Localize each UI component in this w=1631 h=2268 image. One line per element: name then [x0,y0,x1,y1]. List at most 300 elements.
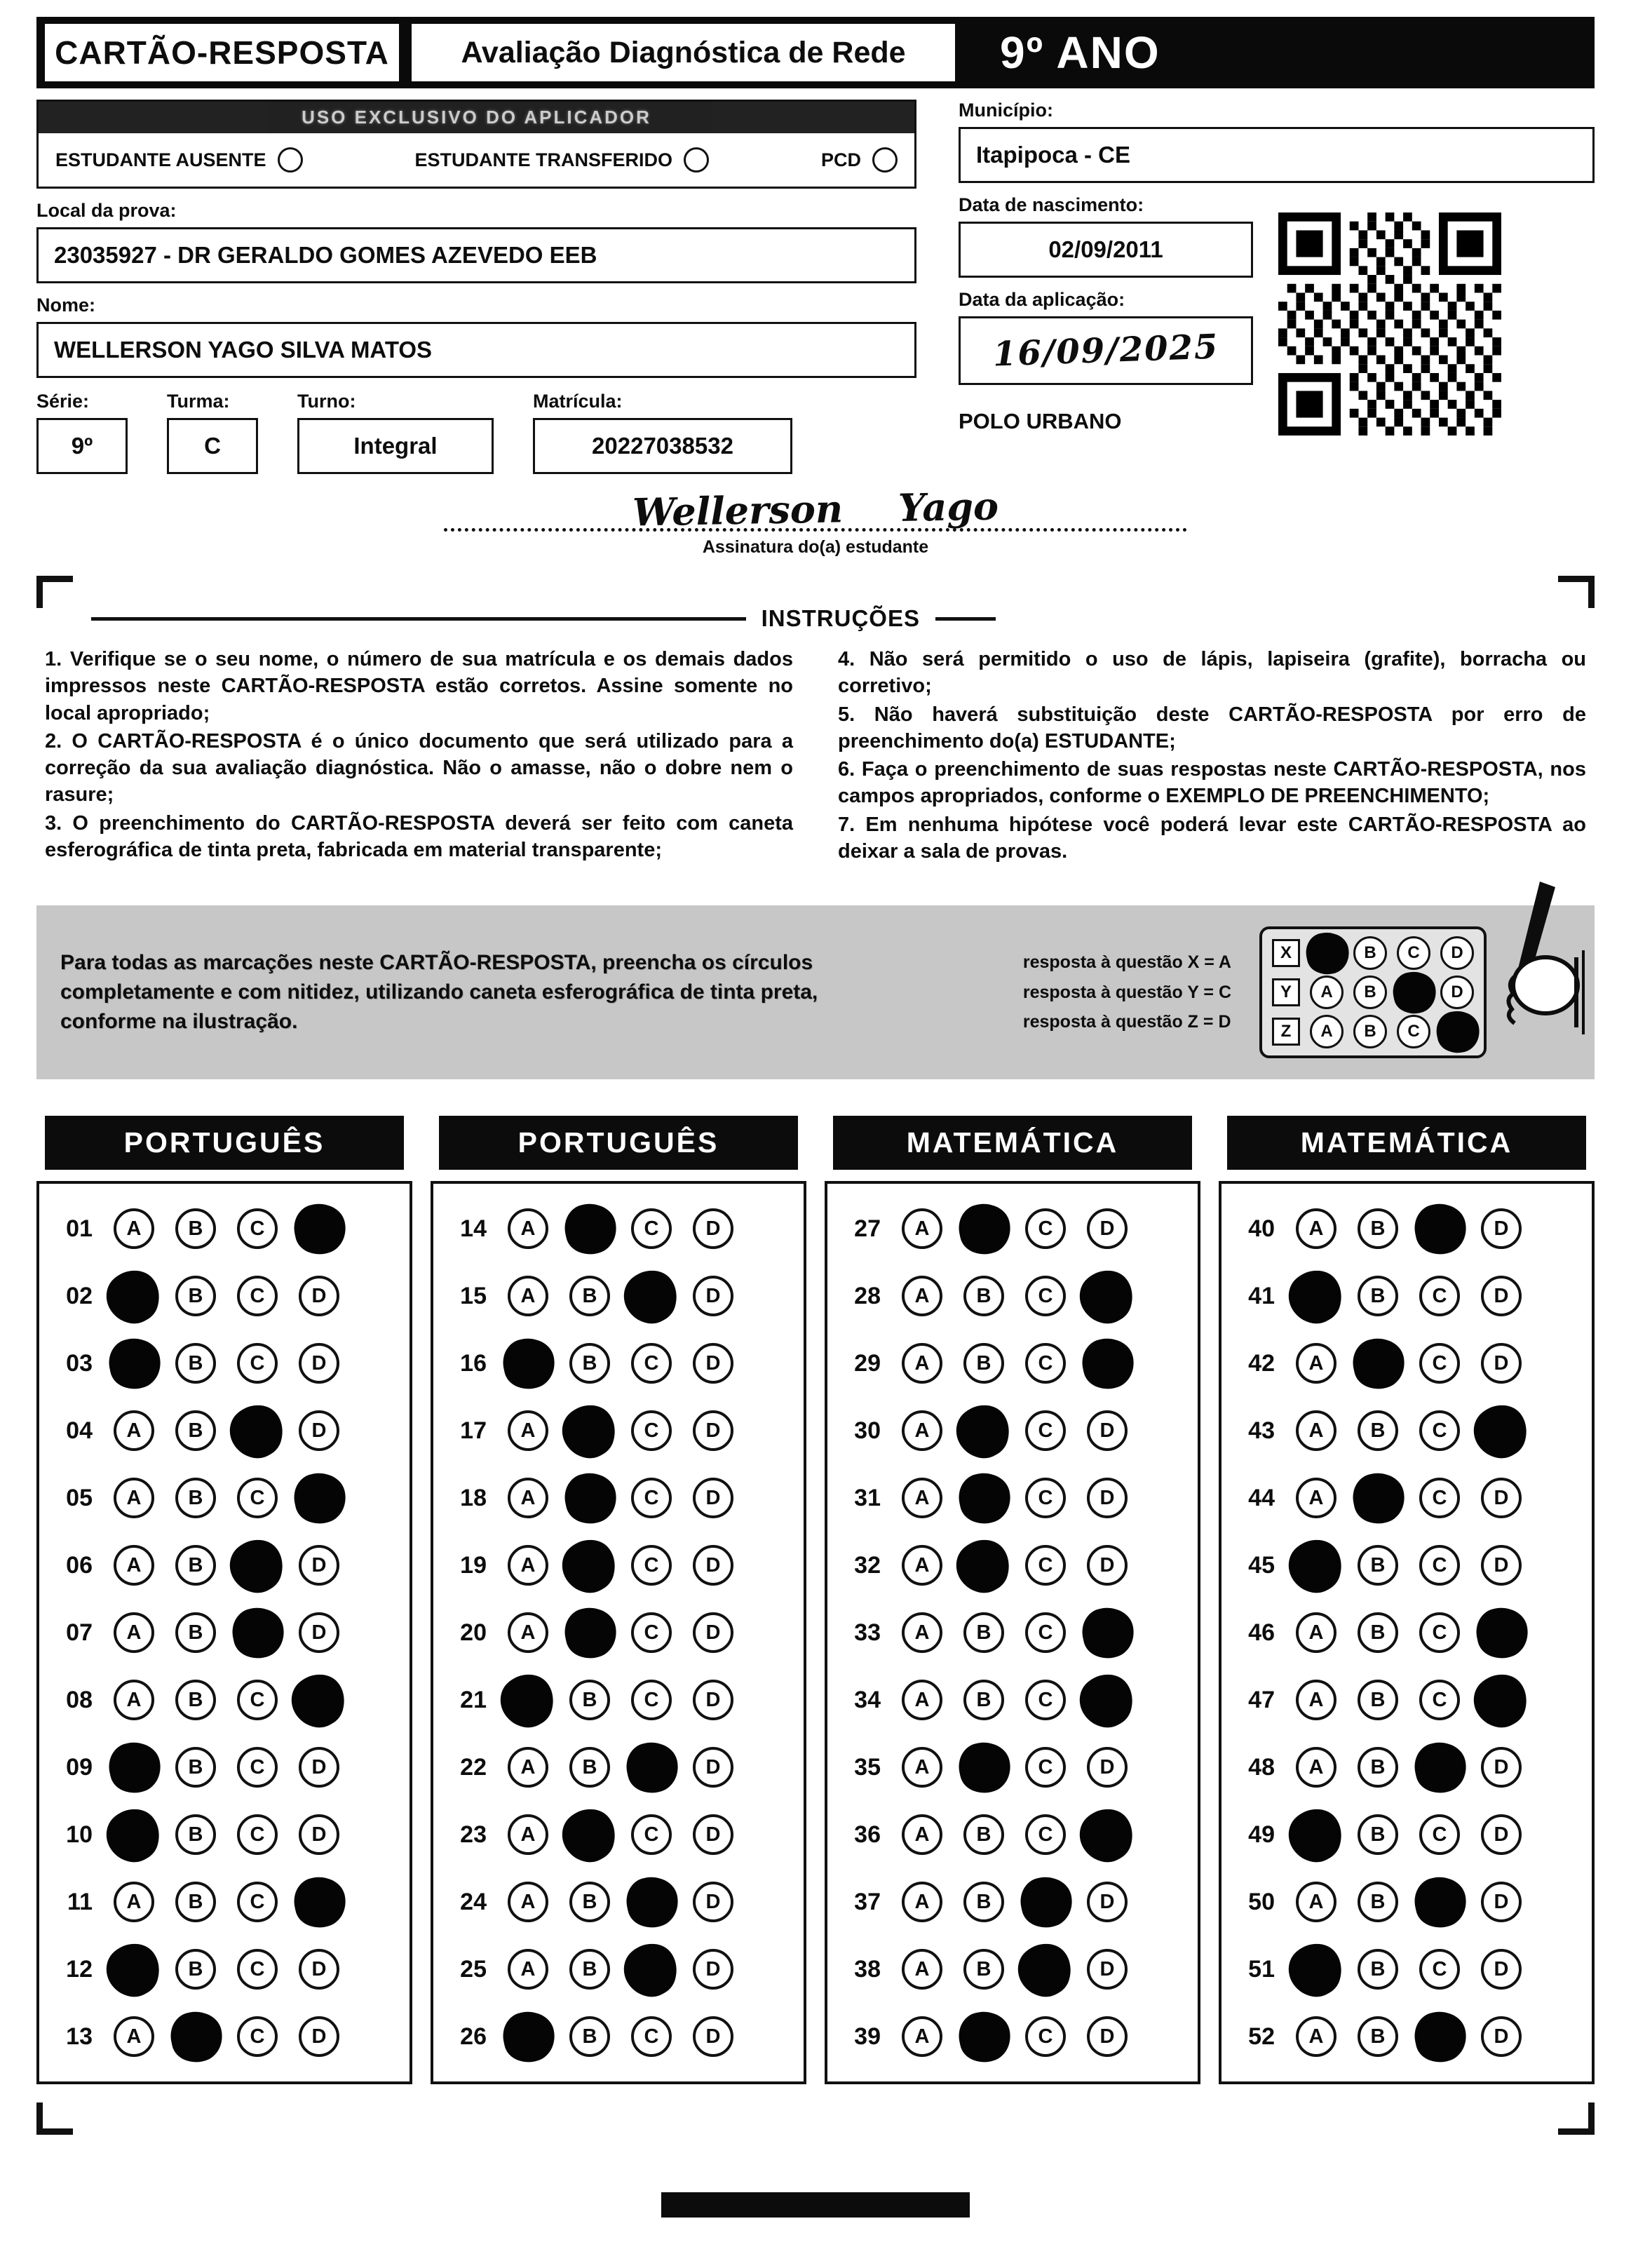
bubble-q35-A[interactable]: A [902,1747,942,1788]
bubble-q19-D[interactable]: D [693,1545,733,1586]
question-row [53,1464,395,1532]
bubble-q20-D[interactable]: D [693,1612,733,1653]
bubble-q51-D[interactable]: D [1481,1949,1522,1990]
example-row-label: X [1272,939,1300,967]
bubble-q21-D[interactable]: D [693,1680,733,1720]
bubble-q34-D[interactable] [1076,1668,1139,1732]
bubble-q38-B[interactable]: B [963,1949,1004,1990]
bubble-q34-C[interactable]: C [1025,1680,1066,1720]
bubble-q29-A[interactable]: A [902,1343,942,1384]
bubble-q02-D[interactable]: D [299,1276,339,1316]
question-row [1236,1734,1578,1801]
bubble-q07-B[interactable]: B [175,1612,216,1653]
bubble-q10-A[interactable] [102,1803,165,1866]
bubble-q30-C[interactable]: C [1025,1410,1066,1451]
question-row [1236,1532,1578,1599]
bubble-q23-B[interactable] [558,1803,621,1866]
bubble-q25-A[interactable]: A [508,1949,548,1990]
question-number: 48 [1248,1753,1275,1781]
right-split [959,183,1595,436]
question-number: 05 [66,1484,93,1511]
bubble-q30-D[interactable]: D [1087,1410,1128,1451]
bubble-q45-B[interactable]: B [1358,1545,1398,1586]
bubble-q44-D[interactable]: D [1481,1478,1522,1518]
bubble-q35-B[interactable] [954,1738,1013,1797]
bubble-q18-B[interactable] [560,1469,619,1527]
bubble-q33-B[interactable]: B [963,1612,1004,1653]
estudante-ausente-circle[interactable] [278,147,303,173]
example-bubble-Z-A: A [1310,1015,1344,1048]
field-municipio [959,100,1595,183]
question-number: 41 [1248,1282,1275,1309]
question-number: 22 [460,1753,487,1781]
applicator-section [36,100,916,189]
bubble-q21-B[interactable]: B [569,1680,610,1720]
bubble-q24-C[interactable] [622,1872,681,1931]
bubble-q31-D[interactable]: D [1087,1478,1128,1518]
bubble-q11-A[interactable]: A [114,1882,154,1922]
bubble-q12-A[interactable] [102,1938,165,2001]
bubble-q36-C[interactable]: C [1025,1814,1066,1855]
bubble-q46-B[interactable]: B [1358,1612,1398,1653]
bubble-q29-C[interactable]: C [1025,1343,1066,1384]
question-row [841,1666,1184,1734]
instruction-item: 4. Não será permitido o uso de lápis, lapiseira (grafite), borracha ou corretivo; [838,648,1586,698]
bubble-q45-D[interactable]: D [1481,1545,1522,1586]
bubble-q18-D[interactable]: D [693,1478,733,1518]
question-row [841,1801,1184,1868]
bubble-q17-D[interactable]: D [693,1410,733,1451]
question-number: 03 [66,1349,93,1377]
answer-column [36,1116,412,2084]
bubble-q01-C[interactable]: C [237,1208,278,1249]
bubble-q51-A[interactable] [1285,1938,1348,2001]
bubble-q47-A[interactable]: A [1296,1680,1336,1720]
bubble-q02-C[interactable]: C [237,1276,278,1316]
bubble-q32-B[interactable] [952,1534,1015,1597]
question-number: 27 [854,1215,881,1242]
handwritten-signature: Wellerson Yago [632,483,999,535]
question-row [53,1936,395,2003]
question-row [53,1801,395,1868]
bubble-q08-A[interactable]: A [114,1680,154,1720]
field-matricula [533,391,792,474]
bubble-q35-D[interactable]: D [1087,1747,1128,1788]
bubble-q27-C[interactable]: C [1025,1208,1066,1249]
bubble-q50-D[interactable]: D [1481,1882,1522,1922]
bubble-q18-C[interactable]: C [631,1478,672,1518]
bubble-q16-C[interactable]: C [631,1343,672,1384]
instruction-item: 6. Faça o preenchimento de suas respostas neste CARTÃO-RESPOSTA, nos campos apropriados, conforme o EXEMPLO DE PREENCHIMENTO; [838,758,1586,808]
bubble-q48-D[interactable]: D [1481,1747,1522,1788]
bubble-q40-A[interactable]: A [1296,1208,1336,1249]
bubble-q26-C[interactable]: C [631,2016,672,2057]
bubble-q40-B[interactable]: B [1358,1208,1398,1249]
bubble-q01-A[interactable]: A [114,1208,154,1249]
example-bubble-Y-A: A [1310,976,1344,1009]
bubble-q26-A[interactable] [499,2007,557,2066]
bubble-q34-B[interactable]: B [963,1680,1004,1720]
bubble-q38-D[interactable]: D [1087,1949,1128,1990]
bubble-q41-B[interactable]: B [1358,1276,1398,1316]
applicator-checkbox-row [39,133,914,187]
bubble-q30-A[interactable]: A [902,1410,942,1451]
pcd-circle[interactable] [872,147,898,173]
field-nascimento [959,194,1253,278]
checkbox-estudante-ausente [55,147,303,173]
bubble-q50-A[interactable]: A [1296,1882,1336,1922]
bubble-q15-A[interactable]: A [508,1276,548,1316]
bubble-q12-B[interactable]: B [175,1949,216,1990]
bubble-q04-D[interactable]: D [299,1410,339,1451]
question-number: 38 [854,1955,881,1983]
bubble-q31-C[interactable]: C [1025,1478,1066,1518]
bubble-q17-B[interactable] [558,1399,621,1462]
question-row [447,1666,790,1734]
bubble-q48-A[interactable]: A [1296,1747,1336,1788]
bubble-q13-C[interactable]: C [237,2016,278,2057]
question-number: 35 [854,1753,881,1781]
bubble-q24-B[interactable]: B [569,1882,610,1922]
bubble-q51-C[interactable]: C [1419,1949,1460,1990]
bubble-q48-B[interactable]: B [1358,1747,1398,1788]
bubble-q52-B[interactable]: B [1358,2016,1398,2057]
bubble-q06-D[interactable]: D [299,1545,339,1586]
bubble-q50-C[interactable] [1410,1872,1469,1931]
question-row [447,1397,790,1464]
bubble-q49-C[interactable]: C [1419,1814,1460,1855]
bubble-q19-A[interactable]: A [508,1545,548,1586]
bubble-q30-B[interactable] [952,1399,1015,1462]
bubble-q24-A[interactable]: A [508,1882,548,1922]
bubble-q07-D[interactable]: D [299,1612,339,1653]
bubble-q24-D[interactable]: D [693,1882,733,1922]
bubble-q04-C[interactable] [226,1399,289,1462]
bubble-q27-D[interactable]: D [1087,1208,1128,1249]
bubble-q41-A[interactable] [1285,1264,1348,1328]
bubble-q43-C[interactable]: C [1419,1410,1460,1451]
bubble-q11-D[interactable] [290,1872,348,1931]
bubble-q06-B[interactable]: B [175,1545,216,1586]
bubble-q43-D[interactable] [1470,1399,1533,1462]
bubble-q05-D[interactable] [290,1469,348,1527]
estudante-transferido-circle[interactable] [684,147,709,173]
question-number: 14 [460,1215,487,1242]
bubble-q10-B[interactable]: B [175,1814,216,1855]
bubble-q44-B[interactable] [1348,1469,1407,1527]
bubble-q25-D[interactable]: D [693,1949,733,1990]
bubble-q32-A[interactable]: A [902,1545,942,1586]
bubble-q51-B[interactable]: B [1358,1949,1398,1990]
bubble-q17-A[interactable]: A [508,1410,548,1451]
bubble-q06-A[interactable]: A [114,1545,154,1586]
bubble-q01-D[interactable] [290,1199,348,1258]
question-row [53,1868,395,1936]
question-row [1236,1195,1578,1262]
bubble-q03-D[interactable]: D [299,1343,339,1384]
question-row [53,1195,395,1262]
instructions-title-row [91,605,996,632]
bubble-q46-C[interactable]: C [1419,1612,1460,1653]
question-row [1236,1464,1578,1532]
bubble-q44-C[interactable]: C [1419,1478,1460,1518]
bubble-q17-C[interactable]: C [631,1410,672,1451]
question-row [53,1532,395,1599]
bubble-q39-B[interactable] [954,2007,1013,2066]
bubble-q15-C[interactable] [620,1264,683,1328]
question-row [447,1262,790,1330]
bubble-q26-D[interactable]: D [693,2016,733,2057]
bubble-q47-D[interactable] [1470,1668,1533,1732]
question-number: 18 [460,1484,487,1511]
instructions-columns [36,646,1595,866]
question-number: 15 [460,1282,487,1309]
bubble-q26-B[interactable]: B [569,2016,610,2057]
bubble-q28-D[interactable] [1076,1264,1139,1328]
bubble-q14-D[interactable]: D [693,1208,733,1249]
bubble-q09-A[interactable] [104,1738,163,1797]
bubble-q25-C[interactable] [620,1938,683,2001]
bubble-q10-D[interactable]: D [299,1814,339,1855]
question-row [1236,1599,1578,1666]
bubble-q09-B[interactable]: B [175,1747,216,1788]
bubble-q45-A[interactable] [1285,1534,1348,1597]
bubble-q12-C[interactable]: C [237,1949,278,1990]
bubble-q27-A[interactable]: A [902,1208,942,1249]
bubble-q08-B[interactable]: B [175,1680,216,1720]
bubble-q02-A[interactable] [102,1264,165,1328]
bubble-q23-C[interactable]: C [631,1814,672,1855]
bubble-q16-D[interactable]: D [693,1343,733,1384]
aplicacao-value [959,316,1253,385]
bubble-q42-C[interactable]: C [1419,1343,1460,1384]
bubble-q03-A[interactable] [104,1334,163,1393]
bubble-q27-B[interactable] [954,1199,1013,1258]
question-row [53,1330,395,1397]
question-row [1236,1936,1578,2003]
bubble-q14-B[interactable] [560,1199,619,1258]
field-aplicacao [959,289,1253,385]
bubble-q34-A[interactable]: A [902,1680,942,1720]
bubble-q22-C[interactable] [622,1738,681,1797]
bubble-q14-C[interactable]: C [631,1208,672,1249]
bubble-q23-A[interactable]: A [508,1814,548,1855]
bubble-q07-A[interactable]: A [114,1612,154,1653]
bubble-q08-D[interactable] [287,1668,351,1732]
bubble-q15-D[interactable]: D [693,1276,733,1316]
qr-code-icon [1278,212,1501,436]
nome-label: Nome: [36,295,96,316]
bubble-q09-D[interactable]: D [299,1747,339,1788]
bubble-q46-A[interactable]: A [1296,1612,1336,1653]
bubble-q22-D[interactable]: D [693,1747,733,1788]
question-row [841,1397,1184,1464]
handwritten-date: 16/09/2025 [992,327,1220,374]
bubble-q20-B[interactable] [560,1603,619,1662]
bubble-q43-A[interactable]: A [1296,1410,1336,1451]
bubble-q32-D[interactable]: D [1087,1545,1128,1586]
bubble-q12-D[interactable]: D [299,1949,339,1990]
answer-section-title: MATEMÁTICA [833,1116,1192,1170]
bubble-q39-A[interactable]: A [902,2016,942,2057]
bubble-q28-A[interactable]: A [902,1276,942,1316]
bubble-q22-A[interactable]: A [508,1747,548,1788]
bubble-q42-D[interactable]: D [1481,1343,1522,1384]
bubble-q11-C[interactable]: C [237,1882,278,1922]
question-row [447,1195,790,1262]
bubble-q31-B[interactable] [954,1469,1013,1527]
bubble-q36-B[interactable]: B [963,1814,1004,1855]
bubble-q10-C[interactable]: C [237,1814,278,1855]
example-bubble-X-B: B [1353,936,1387,970]
bubble-q38-A[interactable]: A [902,1949,942,1990]
bubble-q36-A[interactable]: A [902,1814,942,1855]
bubble-q49-D[interactable]: D [1481,1814,1522,1855]
question-row [1236,2003,1578,2070]
bubble-q13-D[interactable]: D [299,2016,339,2057]
bubble-q03-C[interactable]: C [237,1343,278,1384]
question-row [447,1532,790,1599]
bubble-q37-C[interactable] [1016,1872,1075,1931]
bubble-q37-D[interactable]: D [1087,1882,1128,1922]
bubble-q43-B[interactable]: B [1358,1410,1398,1451]
bubble-q32-C[interactable]: C [1025,1545,1066,1586]
bubble-q02-B[interactable]: B [175,1276,216,1316]
header [36,17,1595,88]
legend-line: resposta à questão Z = D [1022,1012,1231,1032]
bubble-q28-C[interactable]: C [1025,1276,1066,1316]
bubble-q52-A[interactable]: A [1296,2016,1336,2057]
bubble-q42-B[interactable] [1348,1334,1407,1393]
answer-column [1219,1116,1595,2084]
bubble-q01-B[interactable]: B [175,1208,216,1249]
timing-mark-bar [661,2192,970,2218]
question-row [447,1868,790,1936]
legend-line: resposta à questão X = A [1022,952,1231,973]
bubble-q20-C[interactable]: C [631,1612,672,1653]
bubble-q29-D[interactable] [1078,1334,1137,1393]
bubble-q37-B[interactable]: B [963,1882,1004,1922]
bubble-q04-B[interactable]: B [175,1410,216,1451]
bubble-q50-B[interactable]: B [1358,1882,1398,1922]
bubble-q49-A[interactable] [1285,1803,1348,1866]
bubble-q09-C[interactable]: C [237,1747,278,1788]
bubble-q37-A[interactable]: A [902,1882,942,1922]
bubble-q05-B[interactable]: B [175,1478,216,1518]
bubble-q41-D[interactable]: D [1481,1276,1522,1316]
bubble-q05-A[interactable]: A [114,1478,154,1518]
bubble-q29-B[interactable]: B [963,1343,1004,1384]
polo-label: POLO URBANO [959,409,1122,433]
bubble-q13-B[interactable] [166,2007,225,2066]
bubble-q33-A[interactable]: A [902,1612,942,1653]
field-local-da-prova [36,200,916,283]
bubble-q11-B[interactable]: B [175,1882,216,1922]
bubble-q39-D[interactable]: D [1087,2016,1128,2057]
bubble-q16-A[interactable] [499,1334,557,1393]
example-grid [1259,926,1487,1058]
bubble-q21-C[interactable]: C [631,1680,672,1720]
instructions-section [36,576,1595,866]
bubble-q28-B[interactable]: B [963,1276,1004,1316]
bubble-q42-A[interactable]: A [1296,1343,1336,1384]
question-row [53,1599,395,1666]
answer-grid [825,1181,1200,2084]
bubble-q45-C[interactable]: C [1419,1545,1460,1586]
bubble-q13-A[interactable]: A [114,2016,154,2057]
bubble-q33-D[interactable] [1078,1603,1137,1662]
bubble-q14-A[interactable]: A [508,1208,548,1249]
registration-mark-top-left [36,576,73,608]
bubble-q22-B[interactable]: B [569,1747,610,1788]
question-number: 10 [66,1821,93,1848]
checkbox-pcd [821,147,898,173]
example-bubble-X-A [1302,929,1351,977]
instruction-item: 3. O preenchimento do CARTÃO-RESPOSTA deverá ser feito com caneta esferográfica de tinta preta, fabricada em material transparente; [45,811,793,861]
bubble-q41-C[interactable]: C [1419,1276,1460,1316]
turma-label: Turma: [167,391,230,412]
bubble-q52-C[interactable] [1410,2007,1469,2066]
fill-example-section [36,905,1595,1079]
bubble-q40-D[interactable]: D [1481,1208,1522,1249]
bubble-q49-B[interactable]: B [1358,1814,1398,1855]
municipio-value: Itapipoca - CE [959,127,1595,183]
bubble-q16-B[interactable]: B [569,1343,610,1384]
answer-column [431,1116,806,2084]
bubble-q25-B[interactable]: B [569,1949,610,1990]
bubble-q18-A[interactable]: A [508,1478,548,1518]
bubble-q05-C[interactable]: C [237,1478,278,1518]
bubble-q47-C[interactable]: C [1419,1680,1460,1720]
serie-value: 9º [36,418,128,474]
bubble-q19-C[interactable]: C [631,1545,672,1586]
example-grid-row [1272,1015,1474,1048]
question-number: 50 [1248,1888,1275,1915]
question-number: 19 [460,1551,487,1579]
bubble-q06-C[interactable] [226,1534,289,1597]
bubble-q04-A[interactable]: A [114,1410,154,1451]
bubble-q46-D[interactable] [1472,1603,1531,1662]
bubble-q03-B[interactable]: B [175,1343,216,1384]
bubble-q47-B[interactable]: B [1358,1680,1398,1720]
bubble-q19-B[interactable] [558,1534,621,1597]
bubble-q21-A[interactable] [496,1668,560,1732]
question-row [447,2003,790,2070]
bubble-q31-A[interactable]: A [902,1478,942,1518]
question-number: 25 [460,1955,487,1983]
bubble-q36-D[interactable] [1076,1803,1139,1866]
question-row [447,1801,790,1868]
bubble-q40-C[interactable] [1410,1199,1469,1258]
question-number: 23 [460,1821,487,1848]
bubble-q48-C[interactable] [1410,1738,1469,1797]
bubble-q33-C[interactable]: C [1025,1612,1066,1653]
bubble-q35-C[interactable]: C [1025,1747,1066,1788]
bubble-q38-C[interactable] [1014,1938,1077,2001]
registration-mark-top-right [1558,576,1595,608]
turno-value: Integral [297,418,494,474]
question-row [447,1330,790,1397]
bubble-q39-C[interactable]: C [1025,2016,1066,2057]
bubble-q15-B[interactable]: B [569,1276,610,1316]
bubble-q44-A[interactable]: A [1296,1478,1336,1518]
bubble-q23-D[interactable]: D [693,1814,733,1855]
bubble-q20-A[interactable]: A [508,1612,548,1653]
bubble-q08-C[interactable]: C [237,1680,278,1720]
bubble-q07-C[interactable] [228,1603,287,1662]
question-number: 02 [66,1282,93,1309]
bubble-q52-D[interactable]: D [1481,2016,1522,2057]
